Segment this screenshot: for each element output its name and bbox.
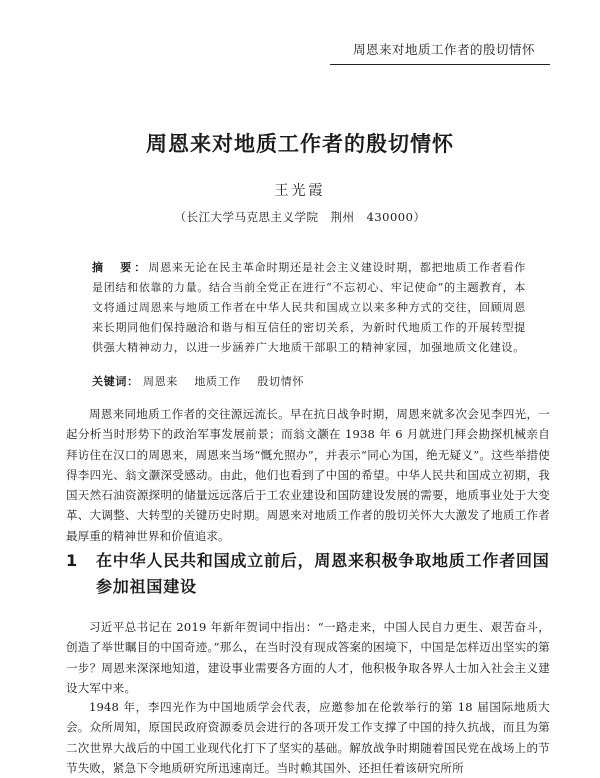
running-head-rule — [330, 64, 550, 65]
body-paragraph: 习近平总书记在 2019 年新年贺词中指出：“一路走来，中国人民自力更生、艰苦奋斗，创造了举世瞩目的中国奇迹。”那么，在当时没有现成答案的困境下，中国是怎样迈出坚实的第一步？周恩来深深地知道，建设事业需要各方面的人才，他积极争取各界人士加入社会主义建设大军中来。 — [66, 620, 550, 695]
keyword-item: 周恩来 — [143, 375, 179, 388]
abstract-label: 摘 要： — [92, 261, 149, 274]
keyword-item: 殷切情怀 — [257, 375, 305, 388]
section-heading — [66, 548, 550, 600]
body-paragraph: 周恩来同地质工作者的交往源远流长。早在抗日战争时期，周恩来就多次会见李四光，一起分析当时形势下的政治军事发展前景；而翁文灏在 1938 年 6 月就进门拜会勘探机械亲自拜访住在汉口的周恩来，周恩来当场“慨允照办”，并表示“同心为国，绝无疑义”。这些举措使得李四光、翁文灏深受感动。由此，他们也看到了中国的希望。中华人民共和国成立初期，我国天然石油资源探明的储量远远落后于工农业建设和国防建设发展的需要，地质事业处于大变革、大调整、大转型的关键历史时期。周恩来对地质工作者的殷切关怀大大激发了地质工作者最厚重的精神世界和价值追求。 — [66, 407, 550, 543]
body-paragraph: 1948 年，李四光作为中国地质学会代表，应邀参加在伦敦举行的第 18 届国际地质大会。众所周知，原国民政府资源委员会进行的各项开发工作支撑了中国的持久抗战，而且为第二次世界大战后的中国工业现代化打下了坚实的基础。解放战争时期随着国民党在战场上的节节失败，紧急下令地质研究所迅速南迁。当时赖其国外、还担任着该研究所所 — [66, 700, 550, 775]
keywords-label: 关键词： — [92, 375, 139, 388]
article-title: 周恩来对地质工作者的殷切情怀 — [146, 132, 454, 156]
abstract — [92, 258, 526, 358]
abstract-text: 周恩来无论在民主革命时期还是社会主义建设时期，都把地质工作者看作是团结和依靠的力量。结合当前全党正在进行“不忘初心、牢记使命”的主题教育，本文将通过周恩来与地质工作者在中华人民共和国成立以来多种方式的交往，回顾周恩来长期同他们保持融洽和谐与相互信任的密切关系，为新时代地质工作的开展转型提供强大精神动力，以进一步涵养广大地质干部职工的精神家园，加强地质文化建设。 — [92, 261, 527, 354]
keyword-item: 地质工作 — [194, 375, 242, 388]
section-number: 1 — [66, 551, 78, 570]
author-name: 王光霞 — [274, 183, 326, 199]
author-affiliation: （长江大学马克思主义学院 荆州 430000） — [174, 210, 426, 224]
keywords — [92, 372, 526, 392]
running-head: 周恩来对地质工作者的殷切情怀 — [352, 42, 535, 57]
section-title: 在中华人民共和国成立前后，周恩来积极争取地质工作者回国参加祖国建设 — [96, 551, 550, 596]
